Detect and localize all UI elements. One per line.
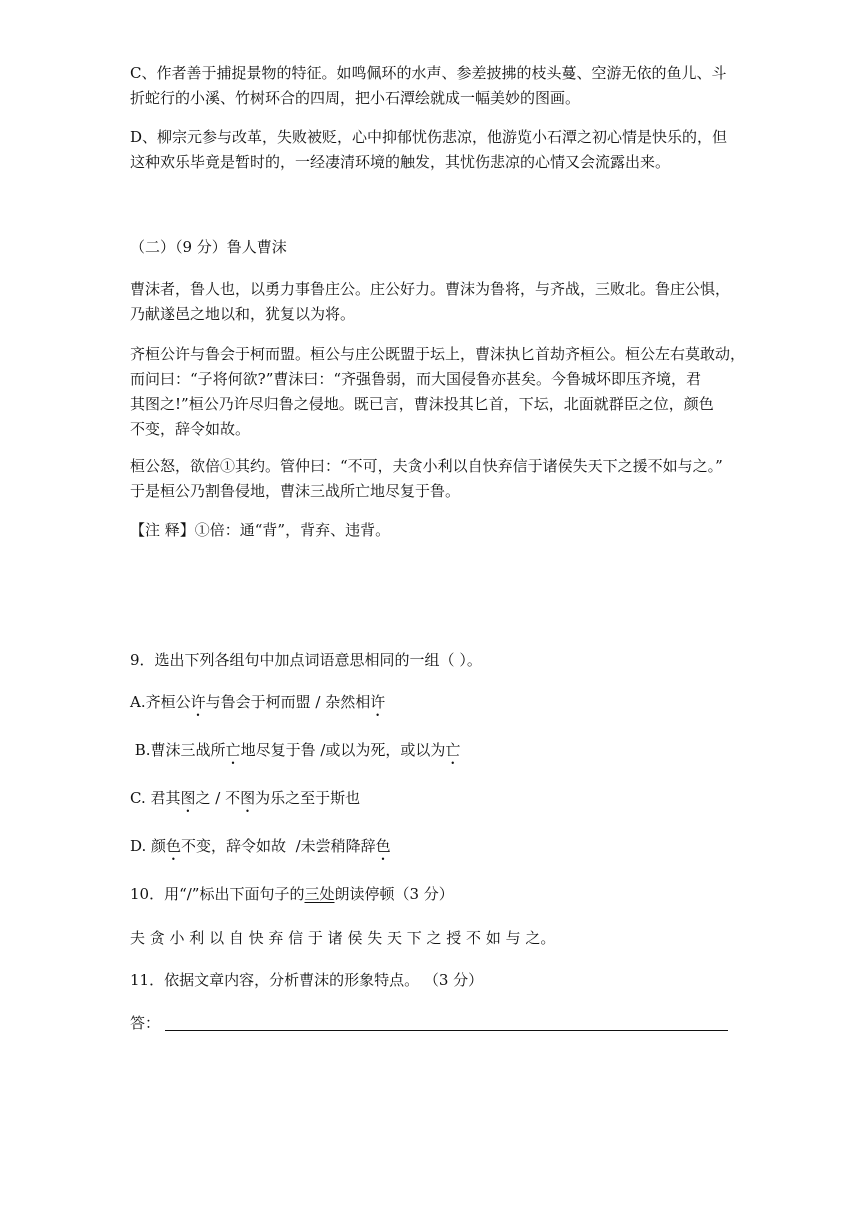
question-9-option-c: [130, 786, 730, 816]
passage-p1-line-1: 曹沫者，鲁人也，以勇力事鲁庄公。庄公好力。曹沫为鲁将，与齐战，三败北。鲁庄公惧，: [130, 280, 731, 298]
passage-paragraph-3: [130, 454, 740, 504]
question-9-stem-text: 9．选出下列各组句中加点词语意思相同的一组（ ）。: [130, 651, 482, 669]
q9c-dotted-word-1: 图: [180, 789, 196, 807]
option-c-line-2: 折蛇行的小溪、竹树环合的四周，把小石潭绘就成一幅美妙的图画。: [130, 89, 581, 107]
passage-p3-line-1: 桓公怒，欲倍①其约。管仲曰：“不可，夫贪小利以自快弃信于诸侯失天下之援不如与之。”: [130, 457, 723, 475]
option-d-paragraph: [130, 125, 730, 175]
annotation-note-text: 【注 释】①倍：通“背”，背弃、违背。: [130, 521, 391, 539]
passage-paragraph-2: [130, 342, 746, 442]
q9d-mid: 不变，辞令如故 /未尝稍降辞: [181, 837, 376, 855]
question-9-stem: [130, 648, 730, 673]
passage-p2-line-4: 不变，辞令如故。: [130, 420, 251, 438]
q9b-mid: 地尽复于鲁 /或以为死，或以为: [240, 741, 446, 759]
q9d-dotted-word-2: 色: [375, 837, 391, 855]
option-c-paragraph: [130, 61, 730, 111]
q10-post: 朗读停顿（3 分）: [334, 885, 454, 903]
section-heading-text: （二）（9 分）鲁人曹沫: [130, 238, 287, 256]
question-10-sentence: [130, 926, 730, 951]
q9b-pre: B.曹沫三战所: [130, 741, 226, 759]
q9d-dotted-word-1: 色: [166, 837, 182, 855]
q9c-pre: C. 君其: [130, 789, 181, 807]
answer-line[interactable]: [165, 1030, 728, 1031]
question-11-stem: [130, 968, 730, 993]
q10-underlined: 三处: [304, 885, 335, 903]
answer-label: 答：: [130, 1014, 161, 1032]
q9d-pre: D. 颜: [130, 837, 167, 855]
q9a-pre: A.齐桓公: [130, 693, 191, 711]
question-9-option-b: [130, 738, 730, 768]
q9b-dotted-word-1: 亡: [225, 741, 241, 759]
question-10-stem: [130, 882, 730, 907]
section-heading: [130, 235, 730, 260]
q9a-dotted-word-1: 许: [190, 693, 206, 711]
q9a-mid: 与鲁会于柯而盟 / 杂然相: [205, 693, 371, 711]
q9a-dotted-word-2: 许: [370, 693, 386, 711]
question-9-option-d: [130, 834, 730, 864]
passage-p2-line-1: 齐桓公许与鲁会于柯而盟。桓公与庄公既盟于坛上，曹沫执匕首劫齐桓公。桓公左右莫敢动，: [130, 345, 746, 363]
q11-stem-text: 11．依据文章内容，分析曹沫的形象特点。 （3 分）: [130, 971, 484, 989]
passage-paragraph-1: [130, 277, 740, 327]
option-d-line-2: 这种欢乐毕竟是暂时的，一经凄清环境的触发，其忧伤悲凉的心情又会流露出来。: [130, 153, 671, 171]
q9c-post: 为乐之至于斯也: [255, 789, 361, 807]
option-d-line-1: D、柳宗元参与改革，失败被贬，心中抑郁忧伤悲凉，他游览小石潭之初心情是快乐的，但: [130, 128, 728, 146]
passage-p1-line-2: 乃献遂邑之地以和，犹复以为将。: [130, 305, 356, 323]
q10-sentence-text: 夫 贪 小 利 以 自 快 弃 信 于 诸 侯 失 天 下 之 授 不 如 与 之。: [130, 929, 556, 947]
passage-p2-line-3: 其图之!”桓公乃许尽归鲁之侵地。既已言，曹沫投其匕首，下坛，北面就群臣之位，颜色: [130, 395, 714, 413]
q10-pre: 10．用“/”标出下面句子的: [130, 885, 305, 903]
option-c-line-1: C、作者善于捕捉景物的特征。如鸣佩环的水声、参差披拂的枝头蔓、空游无依的鱼儿、斗: [130, 64, 727, 82]
q9c-mid: 之 / 不: [195, 789, 241, 807]
passage-p3-line-2: 于是桓公乃割鲁侵地，曹沫三战所亡地尽复于鲁。: [130, 482, 461, 500]
q9c-dotted-word-2: 图: [240, 789, 256, 807]
q9b-dotted-word-2: 亡: [445, 741, 461, 759]
question-9-option-a: [130, 690, 730, 720]
passage-p2-line-2: 而问曰：“子将何欲?”曹沫曰：“齐强鲁弱，而大国侵鲁亦甚矣。今鲁城坏即压齐境，君: [130, 370, 702, 388]
annotation-note: [130, 518, 730, 543]
